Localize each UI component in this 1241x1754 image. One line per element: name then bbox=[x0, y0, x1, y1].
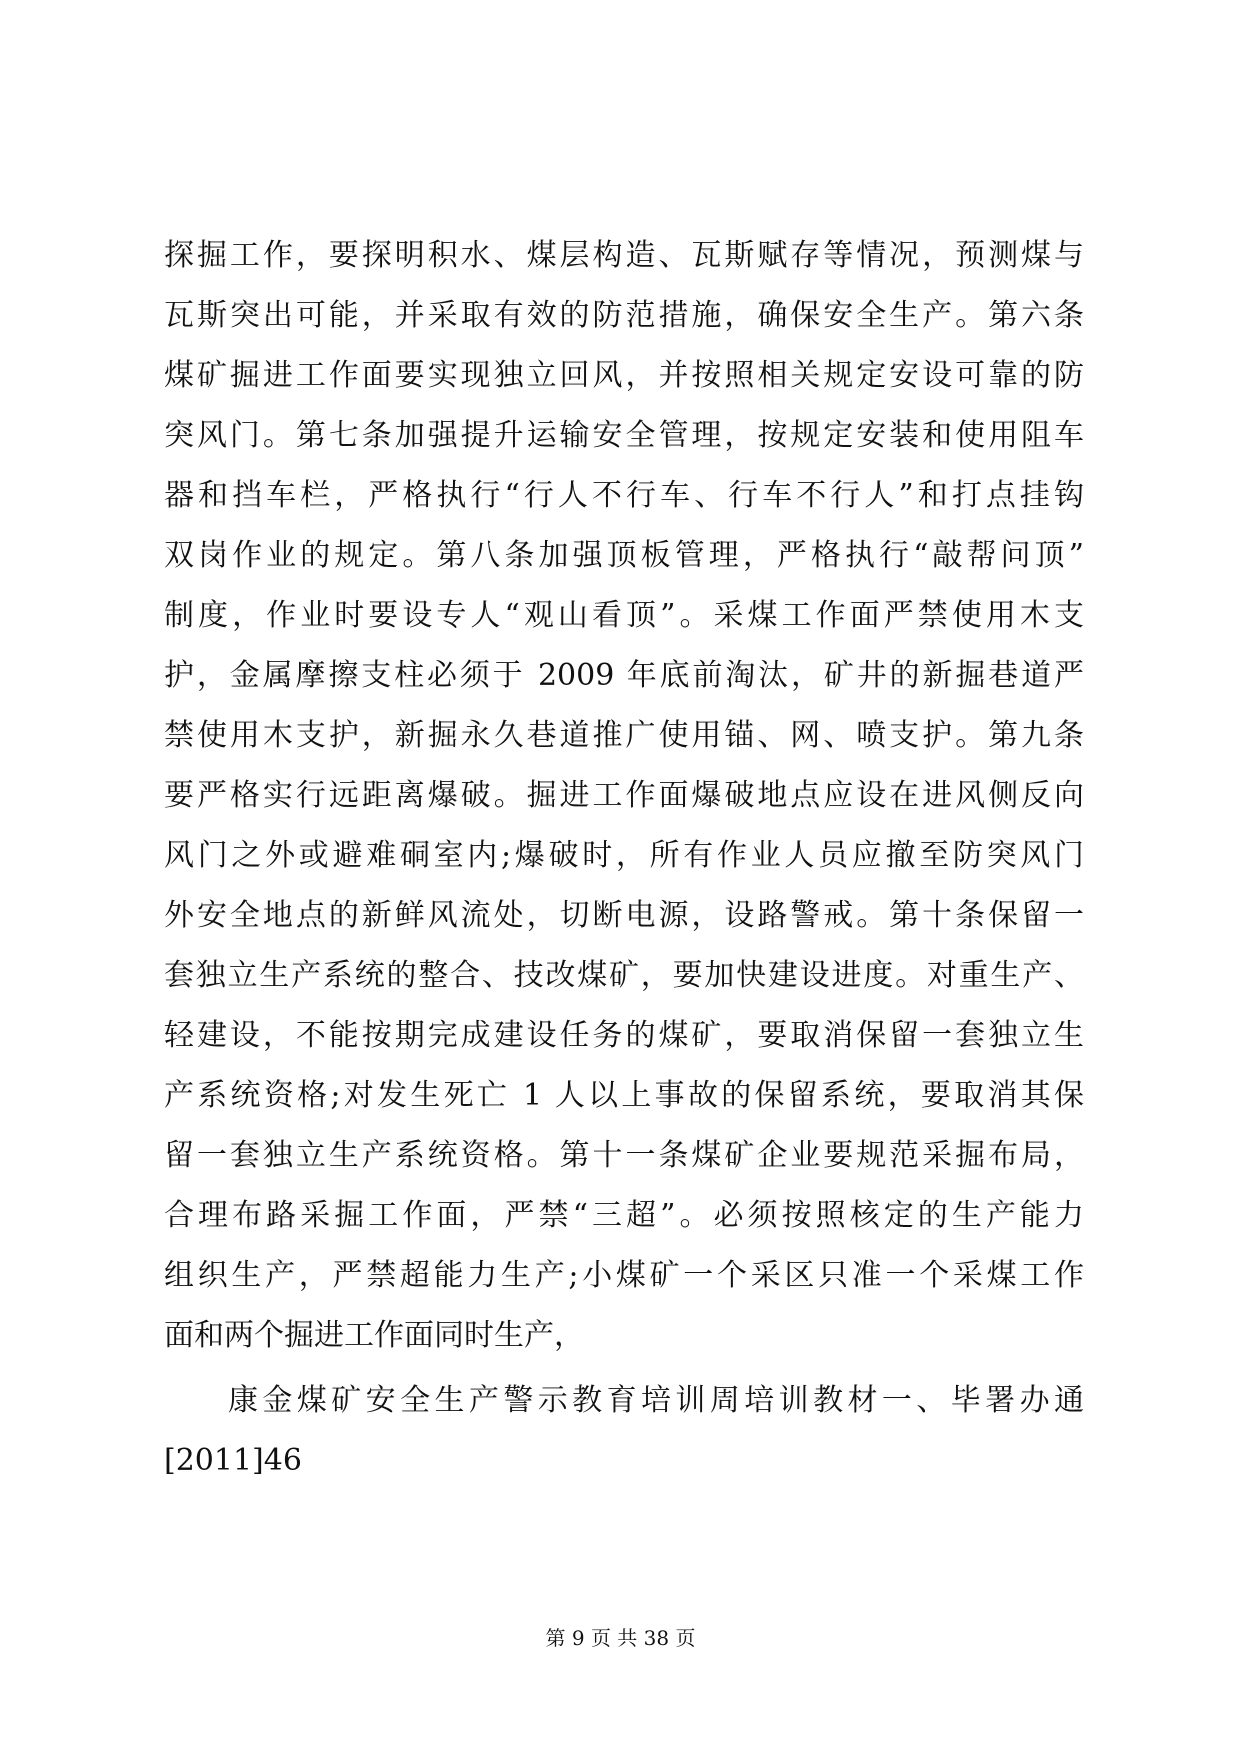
text-line: 禁使用木支护，新掘永久巷道推广使用锚、网、喷支护。第九条 bbox=[164, 718, 1084, 753]
text-line: 轻建设，不能按期完成建设任务的煤矿，要取消保留一套独立生 bbox=[164, 1018, 1084, 1053]
text-line: 留一套独立生产系统资格。第十一条煤矿企业要规范采掘布局， bbox=[164, 1138, 1084, 1173]
text-line: 探掘工作，要探明积水、煤层构造、瓦斯赋存等情况，预测煤与 bbox=[164, 238, 1084, 273]
text-line: [2011]46 bbox=[164, 1443, 302, 1478]
text-line: 突风门。第七条加强提升运输安全管理，按规定安装和使用阻车 bbox=[164, 418, 1084, 453]
text-line: 合理布路采掘工作面，严禁“三超”。必须按照核定的生产能力 bbox=[164, 1198, 1084, 1233]
paragraph-2 bbox=[164, 1371, 1084, 1491]
text-line: 面和两个掘进工作面同时生产， bbox=[164, 1318, 584, 1353]
text-line: 器和挡车栏，严格执行“行人不行车、行车不行人”和打点挂钩 bbox=[164, 478, 1084, 513]
document-body bbox=[164, 226, 1084, 1491]
text-line: 制度，作业时要设专人“观山看顶”。采煤工作面严禁使用木支 bbox=[164, 598, 1084, 633]
text-line: 煤矿掘进工作面要实现独立回风，并按照相关规定安设可靠的防 bbox=[164, 358, 1084, 393]
text-line: 康金煤矿安全生产警示教育培训周培训教材一、毕署办通 bbox=[228, 1383, 1084, 1418]
text-line: 组织生产，严禁超能力生产;小煤矿一个采区只准一个采煤工作 bbox=[164, 1258, 1084, 1293]
text-line: 护，金属摩擦支柱必须于 2009 年底前淘汰，矿井的新掘巷道严 bbox=[164, 658, 1084, 693]
text-line: 外安全地点的新鲜风流处，切断电源，设路警戒。第十条保留一 bbox=[164, 898, 1084, 933]
text-line: 瓦斯突出可能，并采取有效的防范措施，确保安全生产。第六条 bbox=[164, 298, 1084, 333]
text-line: 产系统资格;对发生死亡 1 人以上事故的保留系统，要取消其保 bbox=[164, 1078, 1084, 1113]
page-number-footer: 第 9 页 共 38 页 bbox=[545, 1626, 696, 1650]
text-line: 套独立生产系统的整合、技改煤矿，要加快建设进度。对重生产、 bbox=[164, 958, 1084, 993]
text-line: 要严格实行远距离爆破。掘进工作面爆破地点应设在进风侧反向 bbox=[164, 778, 1084, 813]
text-line: 双岗作业的规定。第八条加强顶板管理，严格执行“敲帮问顶” bbox=[164, 538, 1084, 573]
paragraph-1 bbox=[164, 226, 1084, 1366]
text-line: 风门之外或避难硐室内;爆破时，所有作业人员应撤至防突风门 bbox=[164, 838, 1084, 873]
